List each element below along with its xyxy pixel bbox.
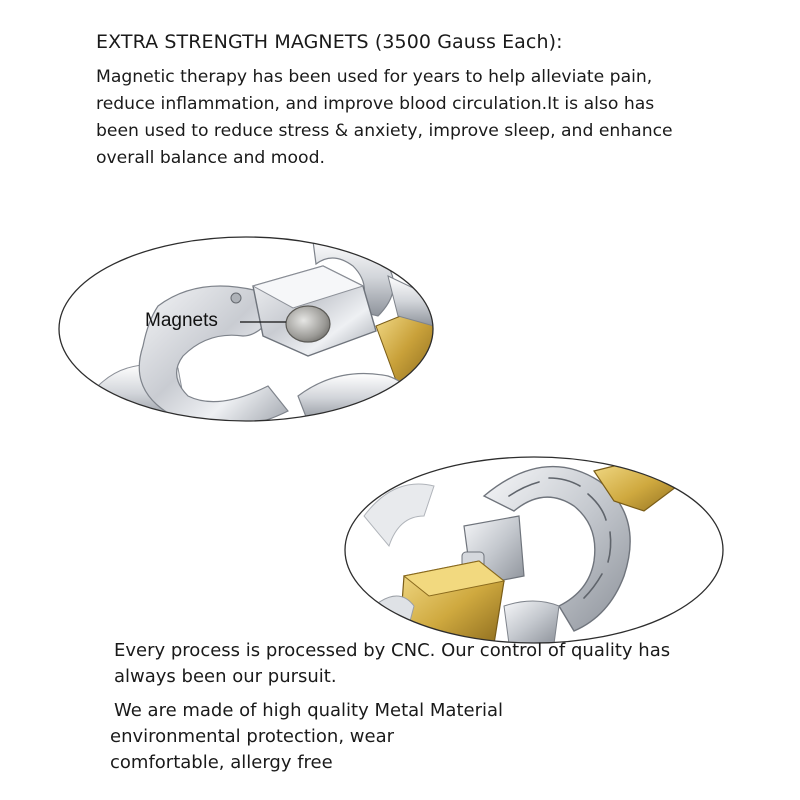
magnet-closeup-illustration — [58, 236, 434, 422]
intro-paragraph — [96, 64, 786, 172]
magnets-callout-label: Magnets — [145, 310, 218, 331]
clasp-closeup-illustration — [344, 456, 724, 644]
intro-line: overall balance and mood. — [96, 148, 325, 168]
intro-line: reduce inflammation, and improve blood circulation.It is also has — [96, 94, 655, 114]
material-line: comfortable, allergy free — [110, 752, 333, 773]
material-line: environmental protection, wear — [110, 726, 395, 747]
cnc-paragraph — [114, 638, 670, 690]
cnc-line: Every process is processed by CNC. Our control of quality has — [114, 640, 671, 661]
cnc-line: always been our pursuit. — [114, 666, 337, 687]
intro-line: Magnetic therapy has been used for years to help alleviate pain, — [96, 67, 653, 87]
intro-line: been used to reduce stress & anxiety, improve sleep, and enhance — [96, 121, 673, 141]
material-paragraph — [110, 698, 503, 776]
magnet-closeup-photo — [58, 236, 434, 422]
material-line: We are made of high quality Metal Material — [114, 700, 504, 721]
section-heading: EXTRA STRENGTH MAGNETS (3500 Gauss Each): — [96, 31, 563, 53]
clasp-closeup-photo — [344, 456, 724, 644]
